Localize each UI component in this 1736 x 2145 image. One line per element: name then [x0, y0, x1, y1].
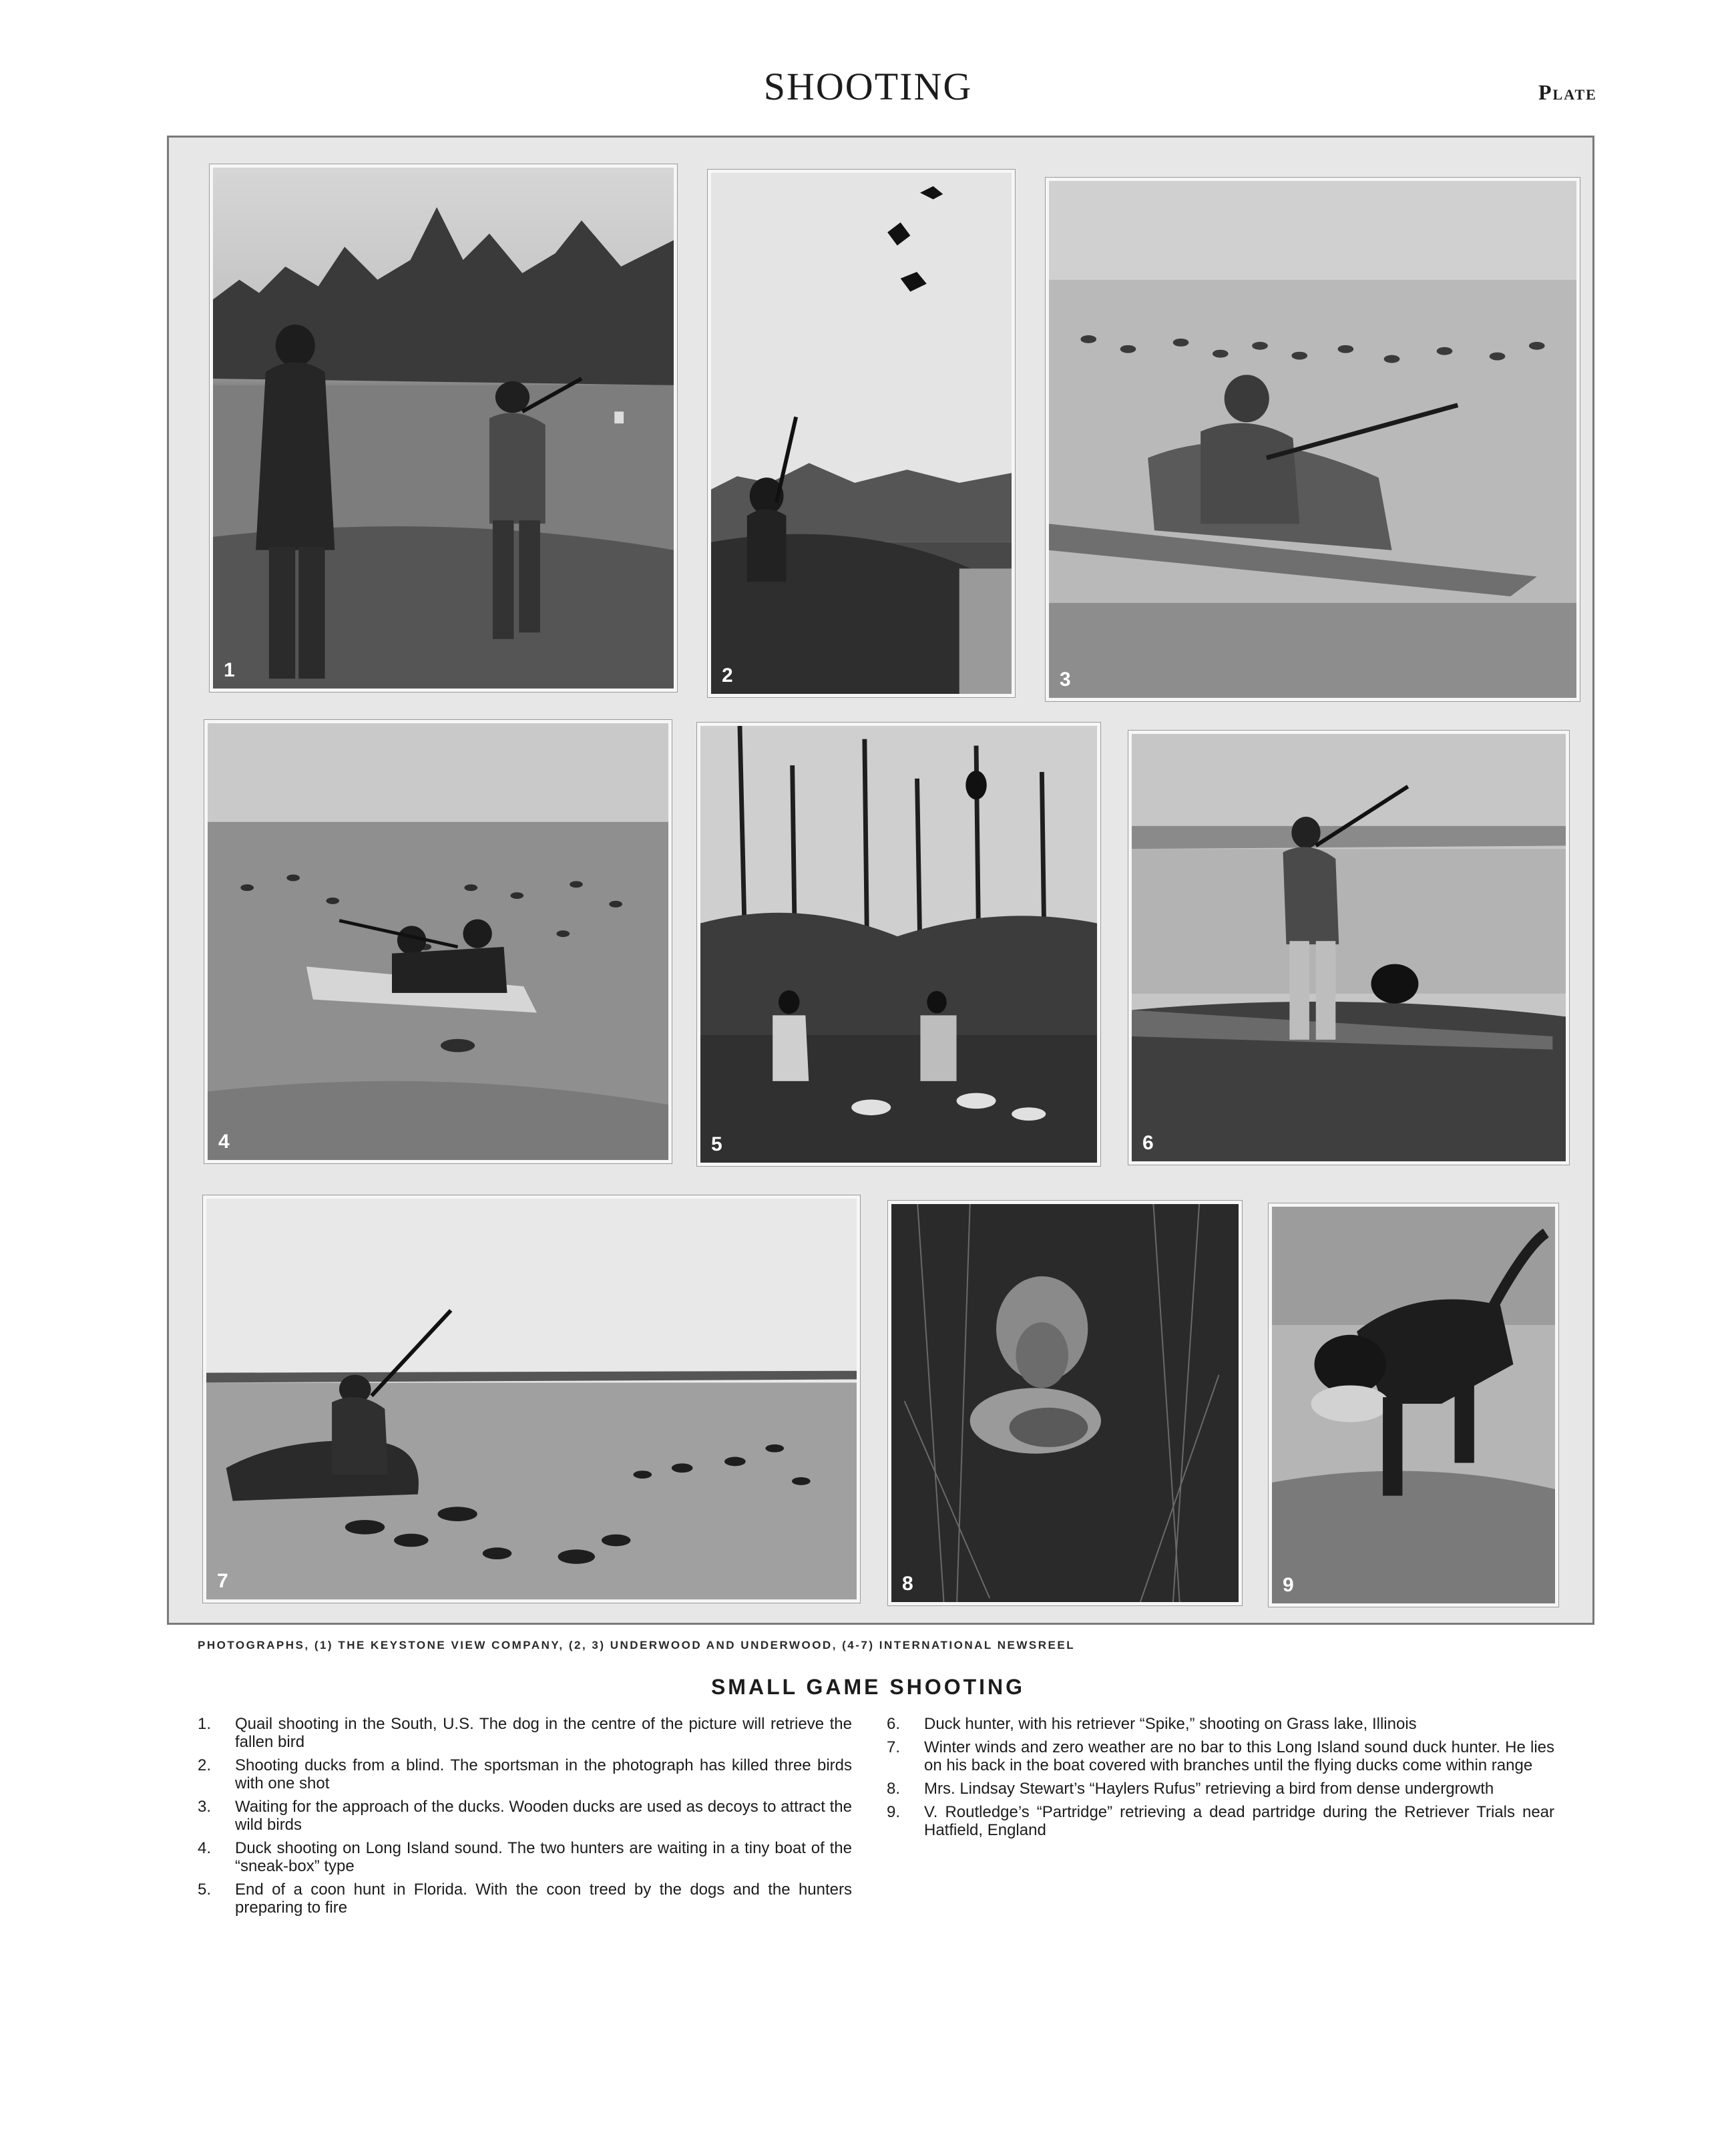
caption-text: Mrs. Lindsay Stewart’s “Haylers Rufus” retrieving a bird from dense undergrowth: [924, 1780, 1494, 1798]
captions-left-column: [198, 1715, 852, 1922]
caption-text: Quail shooting in the South, U.S. The dog in the centre of the picture will retrieve the fallen bird: [235, 1715, 852, 1751]
photo-number: 5: [711, 1133, 722, 1155]
photo-2-illustration: [711, 173, 1012, 694]
plate-label: Plate: [1538, 80, 1597, 104]
photo-number: 4: [218, 1131, 230, 1153]
photo-number: 3: [1060, 668, 1071, 691]
photo-4-sneak-box: [204, 720, 672, 1163]
photo-8-haylers-rufus: [888, 1201, 1242, 1605]
caption-text: End of a coon hunt in Florida. With the coon treed by the dogs and the hunters preparing to fire: [235, 1881, 852, 1917]
caption-item: [198, 1756, 852, 1792]
photo-credits: PHOTOGRAPHS, (1) THE KEYSTONE VIEW COMPANY, (2, 3) UNDERWOOD AND UNDERWOOD, (4-7) INTERNATIONAL NEWSREEL: [198, 1639, 1076, 1651]
photo-2-duck-blind: [708, 170, 1015, 697]
caption-number: 4.: [198, 1839, 212, 1857]
photo-9-illustration: [1272, 1207, 1555, 1603]
photo-5-coon-hunt: [697, 723, 1100, 1166]
photo-7-illustration: [206, 1199, 857, 1599]
photo-9-partridge-retriever: [1269, 1203, 1558, 1607]
caption-number: 2.: [198, 1756, 212, 1774]
photo-1-illustration: [213, 168, 674, 689]
caption-text: Duck shooting on Long Island sound. The two hunters are waiting in a tiny boat of the “sneak-box” type: [235, 1839, 852, 1875]
caption-number: 8.: [887, 1780, 901, 1798]
caption-item: [198, 1798, 852, 1834]
photo-5-illustration: [700, 726, 1097, 1163]
caption-text: Winter winds and zero weather are no bar to this Long Island sound duck hunter. He lies on his back in the boat covered with branches until the flying ducks come within range: [924, 1738, 1554, 1774]
caption-number: 9.: [887, 1803, 901, 1821]
caption-number: 6.: [887, 1715, 901, 1733]
caption-text: Duck hunter, with his retriever “Spike,” shooting on Grass lake, Illinois: [924, 1715, 1417, 1733]
caption-number: 3.: [198, 1798, 212, 1816]
photo-number: 9: [1283, 1574, 1294, 1596]
photo-8-illustration: [891, 1204, 1239, 1602]
caption-item: [887, 1803, 1554, 1839]
photo-number: 6: [1142, 1132, 1154, 1154]
caption-item: [198, 1839, 852, 1875]
page-title: SHOOTING: [763, 65, 973, 108]
caption-item: [198, 1715, 852, 1751]
caption-item: [198, 1881, 852, 1917]
caption-text: V. Routledge’s “Partridge” retrieving a dead partridge during the Retriever Trials near Hatfield, England: [924, 1803, 1554, 1839]
photo-number: 1: [224, 659, 235, 681]
caption-number: 7.: [887, 1738, 901, 1756]
caption-text: Waiting for the approach of the ducks. Wooden ducks are used as decoys to attract the wild birds: [235, 1798, 852, 1834]
caption-item: [887, 1738, 1554, 1774]
photo-4-illustration: [208, 723, 668, 1160]
photo-number: 7: [217, 1570, 228, 1592]
caption-number: 5.: [198, 1881, 212, 1899]
caption-item: [887, 1715, 1554, 1733]
photo-3-illustration: [1049, 181, 1576, 698]
photo-3-waiting-for-ducks: [1046, 178, 1580, 701]
photo-6-grass-lake: [1128, 731, 1569, 1165]
caption-number: 1.: [198, 1715, 212, 1733]
photo-number: 2: [722, 664, 733, 687]
plate-subtitle: SMALL GAME SHOOTING: [710, 1675, 1026, 1699]
caption-item: [887, 1780, 1554, 1798]
photo-1-quail-shooting: [210, 164, 677, 692]
photo-6-illustration: [1132, 734, 1566, 1161]
caption-text: Shooting ducks from a blind. The sportsman in the photograph has killed three birds with one shot: [235, 1756, 852, 1792]
captions-right-column: [887, 1715, 1554, 1844]
photo-7-winter-duck-hunter: [203, 1195, 860, 1603]
photo-number: 8: [902, 1573, 913, 1595]
